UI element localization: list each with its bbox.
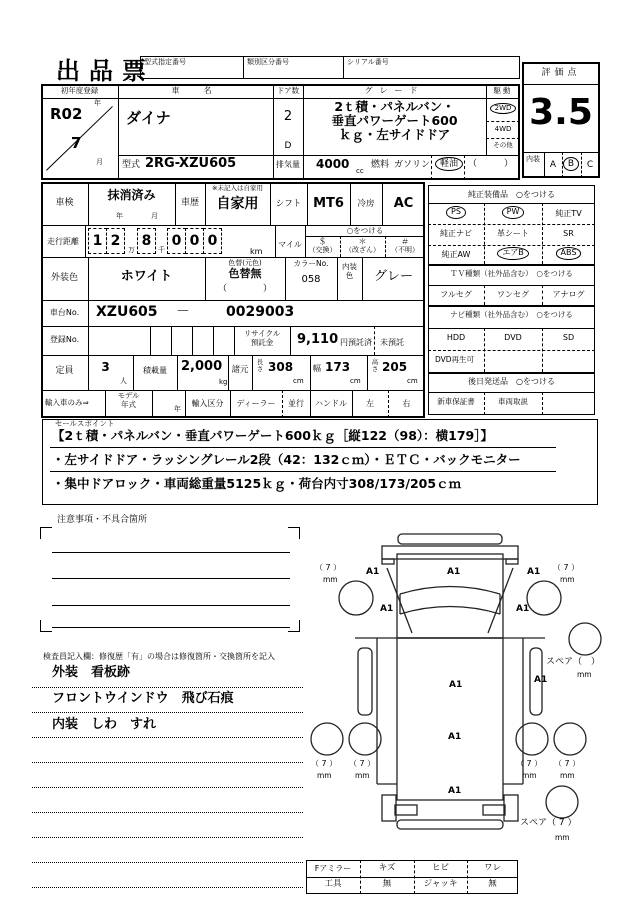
capacity-unit: 人 (120, 377, 127, 385)
scratch-label: キズ (378, 863, 396, 873)
new-car-warranty: 新車保証書 (437, 397, 475, 406)
mile-unknown: （不明） (391, 246, 419, 254)
length-label: 長さ (256, 358, 264, 374)
tyre-depth-unit-rear-right-inner: mm (522, 771, 537, 780)
exterior-color-label: 外装色 (50, 273, 78, 283)
tyre-depth-rear-left-outer: （ 7 ） (311, 759, 338, 768)
navi-dvd: DVD (504, 333, 522, 342)
navi-hdd: HDD (446, 333, 466, 342)
break-label: ワレ (483, 863, 501, 873)
reg-no-label: 登録No. (49, 335, 80, 344)
interior-grade-c: C (586, 160, 594, 170)
shaken-label: 車検 (55, 198, 74, 208)
displacement-unit: cc (356, 167, 364, 175)
length-value: 308 (268, 360, 294, 374)
navi-type-header: ナビ種類（社外品含む） ○をつける (450, 310, 573, 319)
model-designation-no-label: 型式指定番号 (144, 58, 186, 66)
tv-oneseg: ワンセグ (497, 290, 529, 299)
mile-exchange-sym: ＄ (318, 237, 327, 246)
panel-label-cargo-rear: A1 (448, 786, 462, 796)
jack-label: ジャッキ (423, 879, 458, 889)
drive-4wd: 4WD (494, 125, 512, 133)
sales-point-line3: ・集中ドアロック・車両総重量5125ｋｇ・荷台内寸308/173/205ｃｍ (52, 476, 462, 491)
sales-point-line2: ・左サイドドア・ラッシングレール2段（42：132ｃｍ）・ＥＴＣ・バックモニター (52, 452, 521, 467)
score-label: 評価点 (541, 68, 581, 78)
tools-label: 工具 (324, 879, 342, 889)
tv-analog: アナログ (552, 290, 585, 299)
car-name-header: 車 名 (171, 86, 220, 95)
mile-tampered: （改ざん） (345, 246, 380, 254)
history-label: 車歴 (180, 198, 199, 208)
circle-mark-header: ○をつける (346, 226, 384, 235)
drive-other: その他 (493, 141, 513, 149)
width-unit: cm (350, 377, 361, 385)
class-division-no-label: 類別区分番号 (247, 58, 289, 66)
equip-pw-selected: PW (484, 206, 542, 219)
import-type-label: 輸入区分 (191, 399, 224, 408)
mileage-digit-1: 1 (88, 228, 107, 254)
tyre-depth-front-left: （ 7 ） (315, 563, 342, 572)
recycle-paid-label: 円預託済 (340, 338, 372, 347)
recycle-label-2: 預託金 (250, 338, 274, 347)
tyre-depth-unit-rear-left-inner: mm (355, 771, 370, 780)
mile-exchange: （交換） (308, 246, 337, 254)
first-reg-header: 初年度登録 (60, 86, 99, 95)
capacity-label: 定員 (55, 366, 74, 376)
fuel-diesel-selected: 軽油 (435, 157, 463, 171)
panel-label-pillar-left: A1 (380, 604, 394, 614)
tyre-depth-front-right: （ 7 ） (553, 563, 580, 572)
spare-tyre-front-unit: mm (577, 670, 592, 679)
first-reg-month: 7 (71, 134, 82, 152)
mileage-km: km (250, 247, 263, 256)
tyre-depth-rear-right-outer: （ 7 ） (554, 759, 581, 768)
score-value: 3.5 (529, 92, 593, 133)
navi-sd: SD (562, 333, 575, 342)
mile-label: マイル (278, 240, 302, 249)
later-shipment-header: 後日発送品 ○をつける (468, 377, 555, 386)
panel-label-cargo-mid: A1 (448, 732, 462, 742)
shaken-month-suffix: 月 (151, 212, 158, 220)
drive-header: 駆動 (493, 86, 513, 95)
equip-aw: 純正AW (441, 250, 471, 259)
mileage-digit-3: 8 (137, 228, 156, 254)
color-no-label: カラーNo. (293, 259, 329, 268)
vehicle-manual: 車両取説 (498, 397, 528, 406)
grade-header: グレード (364, 86, 425, 95)
mileage-digit-5: 0 (185, 228, 204, 254)
mileage-sen: 千 (158, 246, 165, 254)
tyre-depth-unit-rear-right-outer: mm (560, 771, 575, 780)
color-no-value: 058 (301, 274, 321, 285)
model-year-label-1: モデル (117, 391, 140, 400)
recycle-value: 9,110 (297, 332, 339, 347)
spare-tyre-front-label: スペア（ ） (546, 657, 601, 667)
spare-tyre-rear-label: スペア（ 7 ） (520, 818, 577, 828)
bracket-bottom-right (288, 620, 300, 632)
width-value: 173 (325, 360, 351, 374)
tyre-depth-unit-rear-left-outer: mm (317, 771, 332, 780)
tyre-depth-rear-left-inner: （ 7 ） (349, 759, 376, 768)
car-name: ダイナ (126, 109, 171, 127)
shift-label: シフト (275, 199, 302, 209)
chassis-no-prefix: XZU605 (96, 304, 158, 320)
panel-label-front-left: A1 (366, 567, 380, 577)
height-label: 高さ (371, 358, 379, 374)
inspector-entry-1: 外装 看板跡 (52, 665, 131, 680)
import-only-label: 輸入車のみ⇒ (45, 398, 89, 407)
mileage-man: 万 (128, 246, 135, 254)
bracket-top-left (40, 527, 52, 539)
interior-color-label-1: 内装 (342, 262, 357, 271)
sales-points-label: セールスポイント (55, 419, 115, 428)
inspector-entry-3: 内装 しわ すれ (52, 717, 157, 732)
interior-grade-label: 内装 (526, 155, 540, 163)
doors-header: ドア数 (276, 86, 300, 95)
first-reg-year: R02 (50, 105, 83, 123)
doors-unit: D (284, 141, 292, 151)
crack-label: ヒビ (431, 863, 449, 873)
height-unit: cm (407, 377, 418, 385)
fuel-other-paren: （ ） (468, 159, 514, 169)
capacity-value: 3 (101, 360, 110, 374)
inspector-label: 検査員記入欄：修復歴「有」の場合は修復箇所・交換箇所を記入 (43, 652, 275, 661)
equip-abs-selected: ABS (542, 247, 595, 260)
fuel-label: 燃料 (371, 160, 390, 170)
repaint-paren: （ ） (217, 284, 272, 294)
model-code-value: 2RG-XZU605 (145, 156, 237, 171)
interior-color-label-2: 色 (345, 271, 354, 280)
tyre-depth-rear-right-inner: （ 7 ） (516, 759, 543, 768)
equip-sr: SR (563, 229, 574, 238)
interior-color-value: グレー (373, 269, 413, 284)
notes-label: 注意事項・不具合箇所 (57, 515, 148, 525)
equip-navi: 純正ナビ (440, 229, 472, 238)
bracket-bottom-left (40, 620, 52, 632)
history-value: 自家用 (216, 196, 259, 212)
chassis-no-label: 車台No. (49, 308, 80, 317)
displacement-label: 排気量 (276, 160, 300, 169)
equip-leather: 革シート (497, 229, 529, 238)
tyre-depth-unit-front-left: mm (323, 575, 338, 584)
handle-label: ハンドル (315, 399, 347, 408)
model-year-unit: 年 (174, 405, 181, 413)
front-mirror-label: Fアミラー (314, 864, 352, 873)
dvd-playable: DVD再生可 (435, 355, 475, 364)
panel-label-front-right: A1 (527, 567, 541, 577)
length-unit: cm (293, 377, 304, 385)
ac-value: AC (393, 196, 414, 211)
shaken-value: 抹消済み (107, 188, 156, 202)
interior-grade-b-selected: B (561, 157, 581, 171)
spare-tyre-rear-unit: mm (555, 833, 570, 842)
tv-type-header: ＴＶ種類（社外品含む） ○をつける (450, 269, 573, 278)
grade-line2: 垂直パワーゲート600 (331, 113, 458, 128)
mileage-digit-4: 0 (167, 228, 186, 254)
panel-label-pillar-right: A1 (516, 604, 530, 614)
handle-left-option: 左 (366, 399, 374, 408)
serial-no-label: シリアル番号 (347, 58, 389, 66)
chassis-no-dash: － (176, 304, 190, 320)
recycle-unpaid-label: 未預託 (380, 338, 404, 347)
load-unit: kg (219, 378, 228, 386)
panel-label-cargo-top: A1 (449, 680, 463, 690)
mileage-label: 走行距離 (47, 237, 79, 246)
equip-header: 純正装備品 ○をつける (468, 190, 555, 199)
equip-airbag-selected: エアB (484, 247, 542, 260)
panel-label-front-center: A1 (447, 567, 461, 577)
sales-point-line1: 【2ｔ積・パネルバン・垂直パワーゲート600ｋｇ［縦122（98）：横179］】 (52, 428, 493, 443)
tyre-depth-unit-front-right: mm (560, 575, 575, 584)
chassis-no-serial: 0029003 (226, 304, 295, 320)
jack-value: 無 (488, 879, 497, 889)
ac-label: 冷房 (357, 199, 375, 209)
equip-ps-selected: PS (428, 206, 484, 219)
interior-grade-a: A (549, 160, 557, 170)
import-parallel-option: 並行 (288, 399, 304, 408)
mileage-digit-6: 0 (203, 228, 222, 254)
page-title: 出品票 (56, 57, 155, 85)
specs-label: 諸元 (231, 365, 249, 375)
recycle-label-1: リサイクル (243, 329, 281, 338)
mile-unknown-sym: ＃ (401, 237, 409, 246)
bracket-top-right (288, 527, 300, 539)
month-suffix: 月 (96, 158, 103, 166)
drive-2wd-selected: 2WD (486, 103, 520, 114)
mile-tampered-sym: ＊ (358, 237, 367, 246)
width-label: 幅 (313, 364, 321, 373)
equip-tv: 純正TV (555, 209, 582, 218)
exterior-color-value: ホワイト (120, 269, 173, 284)
history-note: ※未記入は自家用 (212, 184, 263, 192)
shift-value: MT6 (313, 196, 344, 211)
tv-fullseg: フルセグ (440, 290, 472, 299)
fuel-gasoline: ガソリン (394, 160, 431, 170)
truck-top-view-diagram (310, 530, 640, 860)
shaken-year-suffix: 年 (116, 212, 123, 220)
panel-label-side-right: A1 (534, 675, 548, 685)
load-label: 積載量 (143, 366, 167, 375)
inspector-entry-2: フロントウインドウ 飛び石痕 (52, 691, 234, 706)
height-value: 205 (382, 360, 408, 374)
model-year-label-2: 年式 (121, 400, 136, 409)
year-suffix: 年 (94, 99, 101, 107)
import-dealer-option: ディーラー (236, 399, 276, 408)
grade-line1: 2ｔ積・パネルバン・ (334, 99, 455, 114)
handle-right-option: 右 (402, 399, 411, 408)
doors-value: 2 (283, 109, 293, 124)
displacement-value: 4000 (316, 157, 350, 171)
grade-line3: ｋｇ・左サイドドア (338, 127, 451, 142)
tools-value: 無 (382, 879, 392, 889)
repaint-label: 色替(元色) (228, 259, 262, 267)
load-value: 2,000 (181, 359, 223, 374)
repaint-value: 色替無 (228, 267, 262, 280)
mileage-digit-2: 2 (106, 228, 125, 254)
model-code-label: 型式 (122, 160, 141, 170)
